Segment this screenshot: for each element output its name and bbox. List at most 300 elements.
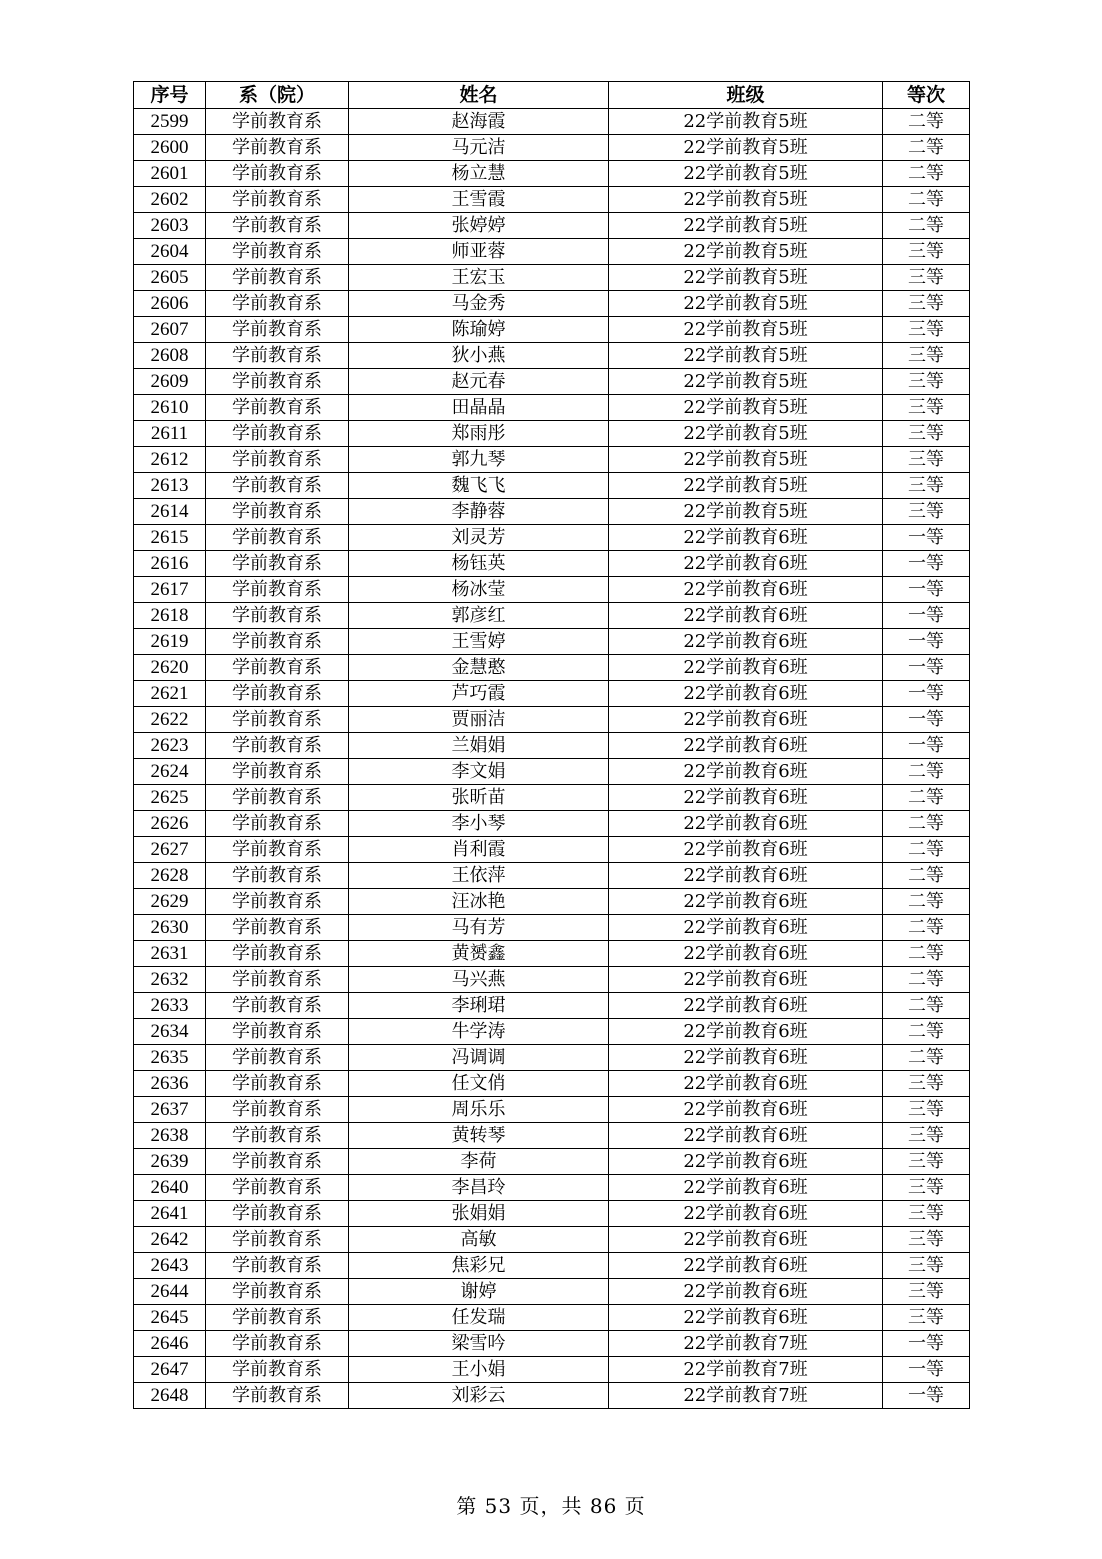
cell-department: 学前教育系 [206,785,349,811]
cell-grade: 二等 [883,187,970,213]
cell-grade: 三等 [883,369,970,395]
cell-grade: 三等 [883,1227,970,1253]
cell-index: 2639 [134,1149,206,1175]
cell-department: 学前教育系 [206,1045,349,1071]
cell-department: 学前教育系 [206,109,349,135]
cell-name: 张娟娟 [349,1201,609,1227]
cell-name: 李静蓉 [349,499,609,525]
cell-grade: 一等 [883,707,970,733]
cell-class: 22学前教育5班 [609,109,883,135]
cell-department: 学前教育系 [206,629,349,655]
cell-department: 学前教育系 [206,291,349,317]
cell-class: 22学前教育5班 [609,473,883,499]
cell-department: 学前教育系 [206,343,349,369]
cell-index: 2633 [134,993,206,1019]
cell-name: 李昌玲 [349,1175,609,1201]
cell-name: 李小琴 [349,811,609,837]
cell-name: 汪冰艳 [349,889,609,915]
cell-name: 黄赟鑫 [349,941,609,967]
cell-department: 学前教育系 [206,421,349,447]
cell-index: 2612 [134,447,206,473]
cell-name: 张婷婷 [349,213,609,239]
cell-index: 2637 [134,1097,206,1123]
cell-name: 杨冰莹 [349,577,609,603]
cell-grade: 一等 [883,577,970,603]
cell-class: 22学前教育6班 [609,655,883,681]
cell-grade: 二等 [883,967,970,993]
cell-name: 任发瑞 [349,1305,609,1331]
cell-index: 2620 [134,655,206,681]
cell-name: 马有芳 [349,915,609,941]
cell-name: 谢婷 [349,1279,609,1305]
cell-grade: 一等 [883,655,970,681]
cell-grade: 一等 [883,681,970,707]
cell-class: 22学前教育6班 [609,1253,883,1279]
cell-grade: 一等 [883,1383,970,1409]
cell-index: 2648 [134,1383,206,1409]
cell-index: 2645 [134,1305,206,1331]
table-row [134,1331,970,1357]
cell-index: 2629 [134,889,206,915]
cell-index: 2626 [134,811,206,837]
cell-name: 陈瑜婷 [349,317,609,343]
cell-index: 2605 [134,265,206,291]
cell-name: 马元洁 [349,135,609,161]
cell-name: 黄转琴 [349,1123,609,1149]
cell-department: 学前教育系 [206,707,349,733]
table-row [134,1357,970,1383]
table-row [134,1123,970,1149]
cell-department: 学前教育系 [206,213,349,239]
award-roster-table [133,81,970,1409]
cell-index: 2627 [134,837,206,863]
table-row [134,161,970,187]
cell-department: 学前教育系 [206,681,349,707]
cell-department: 学前教育系 [206,993,349,1019]
table-row [134,499,970,525]
cell-index: 2632 [134,967,206,993]
cell-department: 学前教育系 [206,1227,349,1253]
cell-department: 学前教育系 [206,161,349,187]
cell-grade: 三等 [883,1097,970,1123]
cell-department: 学前教育系 [206,1357,349,1383]
cell-class: 22学前教育6班 [609,785,883,811]
cell-class: 22学前教育6班 [609,629,883,655]
cell-department: 学前教育系 [206,733,349,759]
page-number-footer: 第 53 页，共 86 页 [456,1494,646,1518]
cell-department: 学前教育系 [206,1331,349,1357]
cell-class: 22学前教育6班 [609,707,883,733]
cell-department: 学前教育系 [206,915,349,941]
cell-class: 22学前教育6班 [609,993,883,1019]
cell-index: 2609 [134,369,206,395]
cell-class: 22学前教育5班 [609,213,883,239]
cell-index: 2603 [134,213,206,239]
cell-grade: 一等 [883,603,970,629]
cell-name: 王雪婷 [349,629,609,655]
table-row [134,915,970,941]
cell-name: 李荷 [349,1149,609,1175]
table-row [134,655,970,681]
cell-index: 2611 [134,421,206,447]
cell-name: 狄小燕 [349,343,609,369]
cell-index: 2608 [134,343,206,369]
cell-grade: 一等 [883,525,970,551]
cell-grade: 三等 [883,447,970,473]
cell-class: 22学前教育7班 [609,1383,883,1409]
cell-class: 22学前教育5班 [609,161,883,187]
table-body [134,109,970,1409]
cell-department: 学前教育系 [206,239,349,265]
table-row [134,993,970,1019]
cell-class: 22学前教育6班 [609,1227,883,1253]
cell-name: 杨钰英 [349,551,609,577]
cell-name: 牛学涛 [349,1019,609,1045]
table-row [134,213,970,239]
cell-index: 2635 [134,1045,206,1071]
cell-department: 学前教育系 [206,135,349,161]
cell-index: 2599 [134,109,206,135]
cell-grade: 二等 [883,161,970,187]
cell-index: 2601 [134,161,206,187]
cell-class: 22学前教育6班 [609,889,883,915]
table-row [134,395,970,421]
cell-name: 张昕苗 [349,785,609,811]
table-row [134,187,970,213]
cell-department: 学前教育系 [206,265,349,291]
cell-index: 2613 [134,473,206,499]
cell-class: 22学前教育6班 [609,863,883,889]
cell-class: 22学前教育7班 [609,1331,883,1357]
cell-index: 2641 [134,1201,206,1227]
cell-name: 马金秀 [349,291,609,317]
cell-index: 2623 [134,733,206,759]
cell-name: 王依萍 [349,863,609,889]
cell-name: 赵海霞 [349,109,609,135]
cell-grade: 三等 [883,1201,970,1227]
cell-grade: 一等 [883,733,970,759]
column-header-name: 姓名 [349,82,609,109]
cell-index: 2617 [134,577,206,603]
cell-grade: 三等 [883,1253,970,1279]
cell-department: 学前教育系 [206,863,349,889]
table-row [134,863,970,889]
cell-index: 2610 [134,395,206,421]
cell-department: 学前教育系 [206,551,349,577]
cell-class: 22学前教育5班 [609,291,883,317]
cell-index: 2614 [134,499,206,525]
cell-grade: 三等 [883,265,970,291]
cell-grade: 三等 [883,1123,970,1149]
table-row [134,603,970,629]
cell-class: 22学前教育6班 [609,837,883,863]
cell-class: 22学前教育5班 [609,421,883,447]
cell-name: 魏飞飞 [349,473,609,499]
cell-index: 2600 [134,135,206,161]
table-row [134,811,970,837]
cell-department: 学前教育系 [206,395,349,421]
cell-department: 学前教育系 [206,317,349,343]
cell-grade: 一等 [883,1331,970,1357]
cell-grade: 二等 [883,811,970,837]
cell-grade: 二等 [883,135,970,161]
cell-class: 22学前教育6班 [609,1123,883,1149]
cell-grade: 二等 [883,915,970,941]
cell-grade: 三等 [883,1149,970,1175]
cell-class: 22学前教育5班 [609,187,883,213]
table-row [134,239,970,265]
cell-class: 22学前教育6班 [609,941,883,967]
cell-grade: 二等 [883,759,970,785]
table-row [134,1149,970,1175]
cell-class: 22学前教育5班 [609,343,883,369]
cell-class: 22学前教育6班 [609,681,883,707]
cell-class: 22学前教育6班 [609,1071,883,1097]
cell-grade: 三等 [883,473,970,499]
cell-department: 学前教育系 [206,187,349,213]
table-row [134,551,970,577]
cell-department: 学前教育系 [206,447,349,473]
cell-grade: 二等 [883,863,970,889]
table-header-row [134,82,970,109]
cell-department: 学前教育系 [206,1019,349,1045]
cell-department: 学前教育系 [206,525,349,551]
table-row [134,109,970,135]
cell-grade: 二等 [883,941,970,967]
cell-department: 学前教育系 [206,837,349,863]
cell-department: 学前教育系 [206,1097,349,1123]
table-row [134,1253,970,1279]
cell-name: 王宏玉 [349,265,609,291]
table-row [134,577,970,603]
cell-grade: 三等 [883,499,970,525]
column-header-class: 班级 [609,82,883,109]
cell-class: 22学前教育6班 [609,759,883,785]
cell-name: 田晶晶 [349,395,609,421]
cell-grade: 三等 [883,1279,970,1305]
cell-class: 22学前教育6班 [609,1279,883,1305]
cell-name: 王雪霞 [349,187,609,213]
cell-department: 学前教育系 [206,941,349,967]
cell-grade: 二等 [883,1045,970,1071]
cell-class: 22学前教育6班 [609,1019,883,1045]
cell-class: 22学前教育7班 [609,1357,883,1383]
cell-grade: 二等 [883,785,970,811]
cell-grade: 三等 [883,1305,970,1331]
cell-index: 2621 [134,681,206,707]
table-row [134,967,970,993]
cell-grade: 一等 [883,1357,970,1383]
cell-grade: 二等 [883,837,970,863]
table-row [134,1279,970,1305]
cell-class: 22学前教育6班 [609,811,883,837]
cell-department: 学前教育系 [206,603,349,629]
cell-index: 2647 [134,1357,206,1383]
table-row [134,785,970,811]
cell-department: 学前教育系 [206,1123,349,1149]
table-row [134,343,970,369]
cell-index: 2606 [134,291,206,317]
cell-index: 2640 [134,1175,206,1201]
cell-name: 郑雨彤 [349,421,609,447]
table-row [134,317,970,343]
table-row [134,1383,970,1409]
cell-department: 学前教育系 [206,1279,349,1305]
cell-index: 2607 [134,317,206,343]
cell-department: 学前教育系 [206,1175,349,1201]
cell-grade: 三等 [883,395,970,421]
table-row [134,1019,970,1045]
cell-name: 任文俏 [349,1071,609,1097]
table-row [134,1227,970,1253]
cell-name: 冯调调 [349,1045,609,1071]
cell-grade: 三等 [883,1175,970,1201]
cell-index: 2628 [134,863,206,889]
table-row [134,707,970,733]
cell-department: 学前教育系 [206,655,349,681]
cell-grade: 三等 [883,421,970,447]
cell-grade: 一等 [883,551,970,577]
cell-department: 学前教育系 [206,967,349,993]
cell-name: 周乐乐 [349,1097,609,1123]
cell-name: 李文娟 [349,759,609,785]
cell-department: 学前教育系 [206,1383,349,1409]
cell-department: 学前教育系 [206,369,349,395]
cell-class: 22学前教育5班 [609,239,883,265]
cell-department: 学前教育系 [206,759,349,785]
table-row [134,629,970,655]
table-row [134,421,970,447]
cell-grade: 三等 [883,343,970,369]
cell-class: 22学前教育6班 [609,525,883,551]
cell-grade: 三等 [883,317,970,343]
table-row [134,1175,970,1201]
cell-class: 22学前教育5班 [609,369,883,395]
table-row [134,1097,970,1123]
cell-index: 2643 [134,1253,206,1279]
cell-name: 刘灵芳 [349,525,609,551]
table-row [134,1071,970,1097]
cell-grade: 二等 [883,109,970,135]
cell-class: 22学前教育6班 [609,551,883,577]
cell-name: 王小娟 [349,1357,609,1383]
cell-department: 学前教育系 [206,811,349,837]
cell-name: 梁雪吟 [349,1331,609,1357]
cell-name: 杨立慧 [349,161,609,187]
cell-index: 2615 [134,525,206,551]
cell-class: 22学前教育5班 [609,317,883,343]
cell-department: 学前教育系 [206,1305,349,1331]
table-row [134,1045,970,1071]
cell-name: 金慧憨 [349,655,609,681]
cell-name: 贾丽洁 [349,707,609,733]
cell-department: 学前教育系 [206,499,349,525]
table-row [134,291,970,317]
cell-grade: 二等 [883,213,970,239]
column-header-department: 系（院） [206,82,349,109]
table-row [134,265,970,291]
cell-class: 22学前教育6班 [609,1175,883,1201]
cell-index: 2616 [134,551,206,577]
cell-class: 22学前教育6班 [609,1149,883,1175]
cell-class: 22学前教育5班 [609,447,883,473]
cell-index: 2624 [134,759,206,785]
table-row [134,759,970,785]
cell-name: 芦巧霞 [349,681,609,707]
cell-index: 2625 [134,785,206,811]
table-row [134,889,970,915]
cell-department: 学前教育系 [206,1253,349,1279]
cell-name: 兰娟娟 [349,733,609,759]
cell-department: 学前教育系 [206,577,349,603]
cell-class: 22学前教育6班 [609,1097,883,1123]
table-row [134,681,970,707]
cell-name: 李琍珺 [349,993,609,1019]
cell-name: 郭九琴 [349,447,609,473]
table-row [134,135,970,161]
cell-grade: 三等 [883,239,970,265]
cell-class: 22学前教育6班 [609,733,883,759]
cell-index: 2619 [134,629,206,655]
cell-name: 高敏 [349,1227,609,1253]
cell-class: 22学前教育5班 [609,395,883,421]
cell-grade: 三等 [883,291,970,317]
table-row [134,941,970,967]
cell-name: 赵元春 [349,369,609,395]
cell-grade: 二等 [883,889,970,915]
table-row [134,837,970,863]
cell-index: 2644 [134,1279,206,1305]
cell-class: 22学前教育6班 [609,1305,883,1331]
cell-department: 学前教育系 [206,889,349,915]
cell-name: 马兴燕 [349,967,609,993]
cell-index: 2602 [134,187,206,213]
table-row [134,1201,970,1227]
cell-index: 2638 [134,1123,206,1149]
cell-name: 郭彦红 [349,603,609,629]
cell-class: 22学前教育6班 [609,1201,883,1227]
cell-class: 22学前教育6班 [609,967,883,993]
cell-name: 刘彩云 [349,1383,609,1409]
cell-class: 22学前教育6班 [609,915,883,941]
cell-department: 学前教育系 [206,1201,349,1227]
cell-class: 22学前教育6班 [609,577,883,603]
cell-department: 学前教育系 [206,473,349,499]
table-row [134,447,970,473]
cell-class: 22学前教育6班 [609,603,883,629]
cell-grade: 二等 [883,1019,970,1045]
table-row [134,1305,970,1331]
table-row [134,525,970,551]
cell-index: 2630 [134,915,206,941]
table-row [134,369,970,395]
table-row [134,733,970,759]
cell-index: 2636 [134,1071,206,1097]
cell-name: 焦彩兄 [349,1253,609,1279]
cell-name: 师亚蓉 [349,239,609,265]
cell-class: 22学前教育6班 [609,1045,883,1071]
cell-index: 2618 [134,603,206,629]
cell-index: 2642 [134,1227,206,1253]
table-row [134,473,970,499]
cell-class: 22学前教育5班 [609,265,883,291]
cell-department: 学前教育系 [206,1149,349,1175]
cell-index: 2622 [134,707,206,733]
cell-index: 2634 [134,1019,206,1045]
cell-index: 2631 [134,941,206,967]
cell-index: 2646 [134,1331,206,1357]
column-header-grade: 等次 [883,82,970,109]
